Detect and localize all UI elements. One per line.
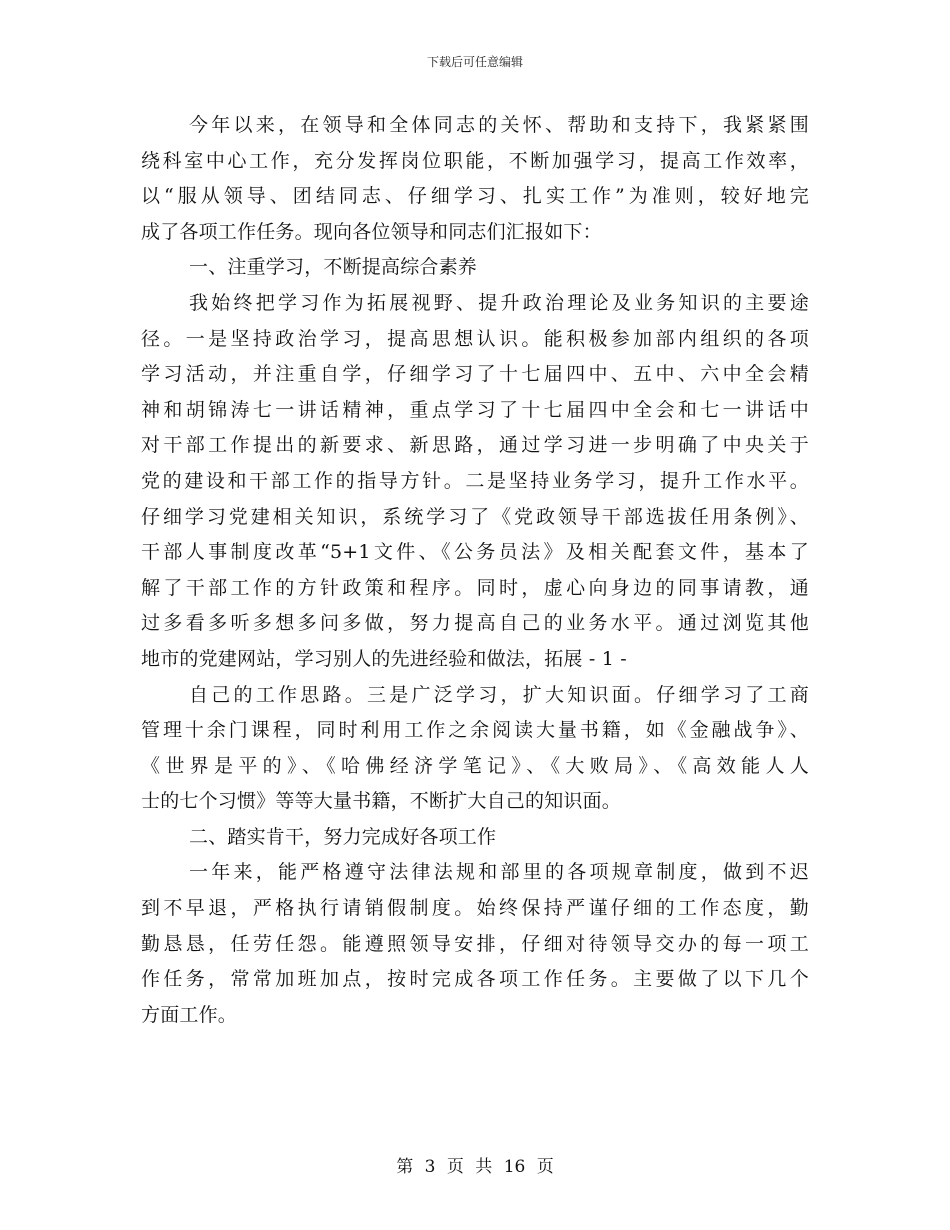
body-text-line: 二、踏实肯干，努力完成好各项工作 (189, 825, 497, 848)
body-text-line: 解了干部工作的方针政策和程序。同时，虚心向身边的同事请教，通 (141, 576, 809, 599)
body-text-line: 勤恳恳，任劳任怨。能遵照领导安排，仔细对待领导交办的每一项工 (141, 932, 809, 955)
body-text-line: 以“服从领导、团结同志、仔细学习、扎实工作”为准则，较好地完 (141, 185, 809, 208)
body-text-line: 过多看多听多想多问多做，努力提高自己的业务水平。通过浏览其他 (141, 612, 809, 635)
body-text-line: 我始终把学习作为拓展视野、提升政治理论及业务知识的主要途 (189, 291, 809, 314)
body-text-line: 干部人事制度改革“5+1文件、《公务员法》及相关配套文件，基本了 (141, 541, 809, 564)
page-header-note: 下载后可任意编辑 (426, 55, 523, 69)
body-text-line: 《世界是平的》、《哈佛经济学笔记》、《大败局》、《高效能人人 (141, 754, 809, 777)
body-text-line: 径。一是坚持政治学习，提高思想认识。能积极参加部内组织的各项 (141, 327, 809, 350)
body-text-line: 神和胡锦涛七一讲话精神，重点学习了十七届四中全会和七一讲话中 (141, 398, 809, 421)
body-text-line: 作任务，常常加班加点，按时完成各项工作任务。主要做了以下几个 (141, 968, 809, 991)
body-text-line: 地市的党建网站，学习别人的先进经验和做法，拓展 - 1 - (141, 647, 627, 670)
body-text-line: 到不早退，严格执行请销假制度。始终保持严谨仔细的工作态度，勤 (141, 897, 809, 920)
body-text-line: 仔细学习党建相关知识，系统学习了《党政领导干部选拔任用条例》、 (141, 505, 809, 528)
body-text-line: 党的建设和干部工作的指导方针。二是坚持业务学习，提升工作水平。 (141, 469, 809, 492)
body-text-line: 自己的工作思路。三是广泛学习，扩大知识面。仔细学习了工商 (189, 683, 809, 706)
body-text-line: 对干部工作提出的新要求、新思路，通过学习进一步明确了中央关于 (141, 434, 809, 457)
page-footer-number: 第 3 页 共 16 页 (396, 1157, 554, 1177)
body-text-line: 今年以来，在领导和全体同志的关怀、帮助和支持下，我紧紧围 (189, 114, 809, 136)
body-text-line: 管理十余门课程，同时利用工作之余阅读大量书籍，如《金融战争》、 (141, 719, 809, 742)
document-body (141, 108, 809, 1033)
body-text-line: 方面工作。 (141, 1003, 238, 1026)
body-text-line: 绕科室中心工作，充分发挥岗位职能，不断加强学习，提高工作效率， (141, 149, 809, 172)
body-text-line: 学习活动，并注重自学，仔细学习了十七届四中、五中、六中全会精 (141, 363, 809, 386)
body-text-line: 成了各项工作任务。现向各位领导和同志们汇报如下： (141, 220, 602, 243)
body-text-line: 一、注重学习，不断提高综合素养 (189, 256, 478, 279)
body-text-line: 一年来，能严格遵守法律法规和部里的各项规章制度，做到不迟 (189, 861, 809, 884)
body-text-line: 士的七个习惯》等等大量书籍，不断扩大自己的知识面。 (141, 790, 622, 813)
